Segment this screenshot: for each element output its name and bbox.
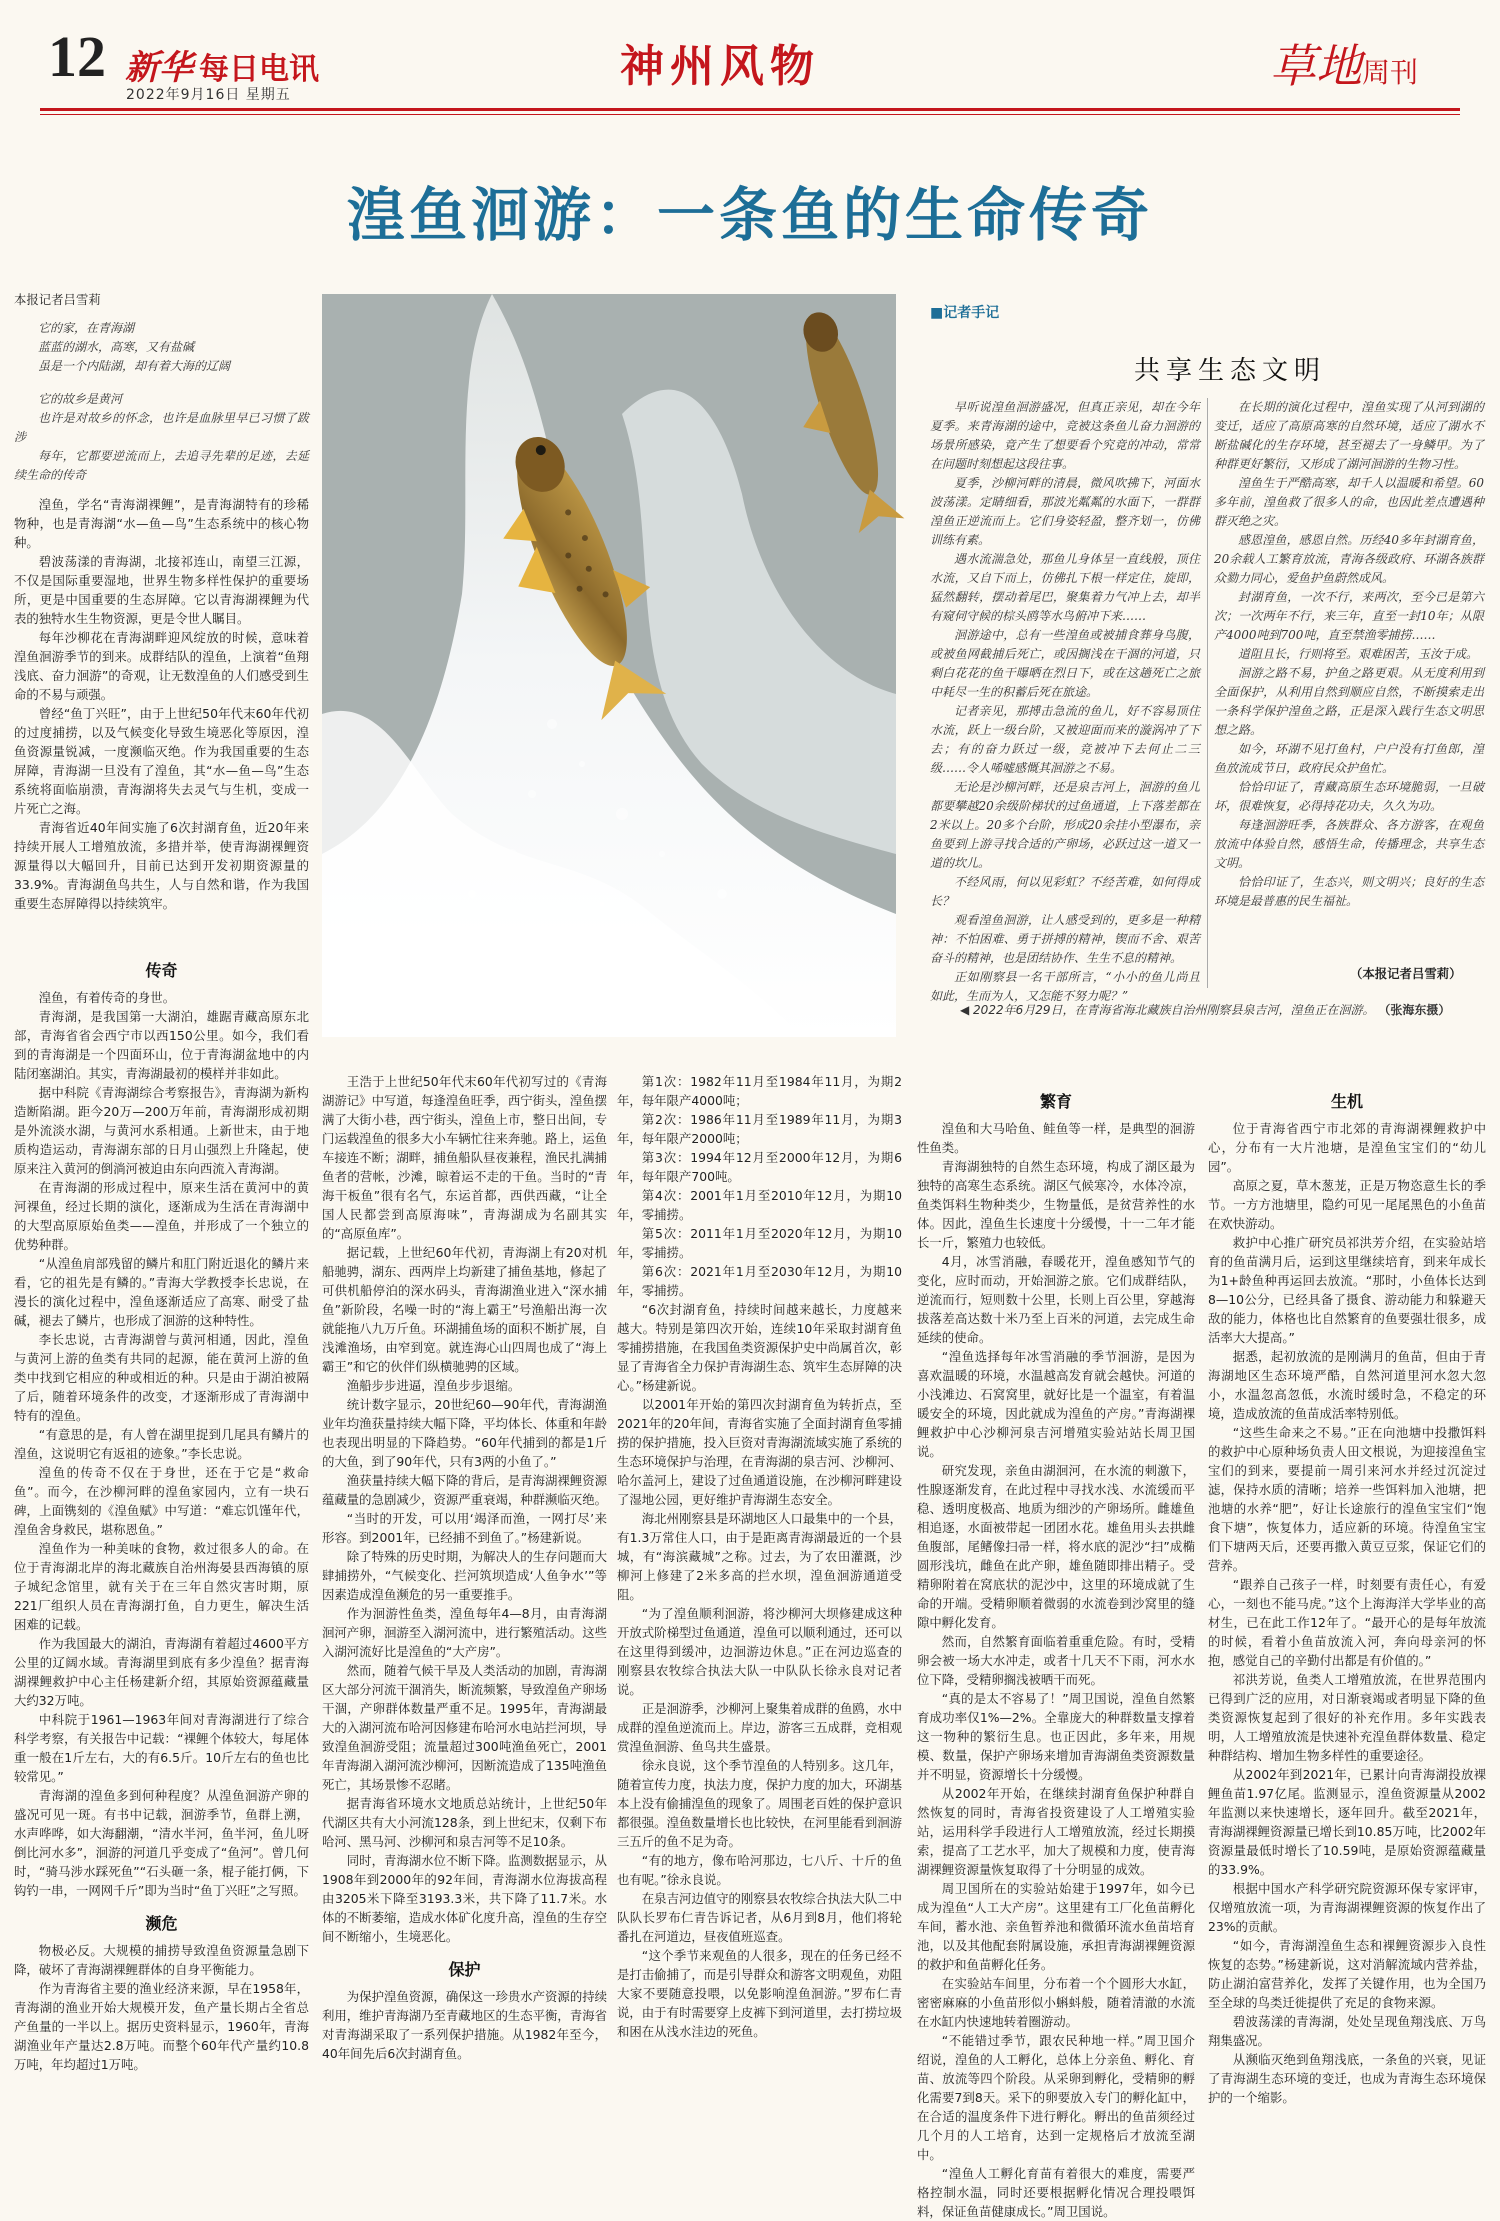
photo-credit: （张海东摄）: [1378, 1003, 1451, 1017]
paragraph: 研究发现，亲鱼由湖洄河，在水流的刺激下，性腺逐渐发育，在此过程中寻找水浅、水流缓而平稳、透明度极高、地质为细沙的产卵场所。雌雄鱼相追逐，水面被带起一团团水花。雄鱼用头去拱雌鱼腹部，尾鳍像扫帚一样，将水底的泥沙“扫”成椭圆形浅坑，雌鱼在此产卵，雄鱼随即排出精子。受精卵附着在窝底状的泥沙中，这里的环境成就了生命的开端。受精卵顺着微弱的水流卷到沙窝里的缝隙中孵化发育。: [917, 1463, 1195, 1630]
brand-sub: 每日电讯: [199, 52, 319, 87]
poem-line: 每年，它都要逆流而上，去追寻先辈的足迹，去延续生命的传奇: [14, 449, 309, 482]
paragraph: 青海湖独特的自然生态环境，构成了湖区最为独特的高寒生态系统。湖区气候寒冷，水体冷凉，鱼类饵料生物种类少，生物量低，是贫营养性的水体。因此，湟鱼生长速度十分缓慢，十一二年才能长一斤，繁殖力也较低。: [917, 1159, 1195, 1250]
caption-text: 2022年6月29日，在青海省海北藏族自治州刚察县泉吉河，湟鱼正在洄游。: [973, 1003, 1375, 1017]
photo-illustration: [322, 294, 896, 1037]
paragraph: 夏季，沙柳河畔的清晨，微风吹拂下，河面水波荡漾。定睛细看，那波光粼粼的水面下，一群群湟鱼正逆流而上。它们身姿轻盈，整齐划一，仿佛训练有素。: [930, 476, 1200, 547]
paragraph: 第5次：2011年1月至2020年12月，为期10年，零捕捞。: [617, 1226, 902, 1260]
paragraph: 湟鱼作为一种美味的食物，救过很多人的命。在位于青海湖北岸的海北藏族自治州海晏县西海镇的原子城纪念馆里，就有关于在三年自然灾害时期，原221厂组织人员在青海湖打鱼，自力更生，解决生活困难的记载。: [14, 1541, 309, 1632]
column-protection: [617, 1072, 902, 2162]
section-heading: 保护: [448, 1960, 481, 1979]
paragraph: 恰恰印证了，生态兴，则文明兴；良好的生态环境是最普惠的民生福祉。: [1214, 875, 1484, 908]
paragraph: “这些生命来之不易。”正在向池塘中投撒饵料的救护中心原种场负责人田文根说，为迎接湟鱼宝宝们的到来，要提前一周引来河水并经过沉淀过滤，保持水质的清晰；培养一些饵料加入池塘，把池塘的水养“肥”，好让长途旅行的湟鱼宝宝们“饱食下塘”，恢复体力，适应新的环境。待湟鱼宝宝们下塘两天后，还要再撒入黄豆豆浆，保证它们的营养。: [1208, 1425, 1486, 1573]
notes-column-right: [1214, 398, 1484, 958]
paragraph: 在泉吉河边值守的刚察县农牧综合执法大队二中队队长罗布仁青告诉记者，从6月到8月，他们将轮番扎在河道边，昼夜值班巡查。: [617, 1891, 902, 1944]
salmon-photo: [322, 294, 896, 1037]
paragraph: 从濒临灭绝到鱼翔浅底，一条鱼的兴衰，见证了青海湖生态环境的变迁，也成为青海生态环境保护的一个缩影。: [1208, 2052, 1486, 2105]
poem-line: 也许是对故乡的怀念，也许是血脉里早已习惯了跋涉: [14, 411, 309, 444]
paragraph: “有意思的是，有人曾在湖里捉到几尾具有鳞片的湟鱼，这说明它有返祖的迹象。”李长忠说。: [14, 1427, 309, 1461]
paragraph: “有的地方，像布哈河那边，七八斤、十斤的鱼也有呢。”徐永良说。: [617, 1853, 902, 1887]
paragraph: 第6次：2021年1月至2030年12月，为期10年，零捕捞。: [617, 1264, 902, 1298]
paragraph: 位于青海省西宁市北郊的青海湖裸鲤救护中心，分布有一大片池塘，是湟鱼宝宝们的“幼儿园”。: [1208, 1121, 1486, 1174]
paragraph: 作为我国最大的湖泊，青海湖有着超过4600平方公里的辽阔水域。青海湖里到底有多少湟鱼？据青海湖裸鲤救护中心主任杨建新介绍，其原始资源蕴藏量大约32万吨。: [14, 1636, 309, 1708]
photo-caption: ◀ 2022年6月29日，在青海省海北藏族自治州刚察县泉吉河，湟鱼正在洄游。 （张海东摄）: [960, 1003, 1451, 1017]
paragraph: 每年沙柳花在青海湖畔迎风绽放的时候，意味着湟鱼洄游季节的到来。成群结队的湟鱼，上演着“鱼翔浅底、奋力洄游”的奇观，让无数湟鱼的人们感受到生命的不易与顽强。: [14, 630, 309, 702]
paragraph: 在实验站车间里，分布着一个个圆形大水缸，密密麻麻的小鱼苗形似小蝌蚪般，随着清澈的水流在水缸内快速地转着圈游动。: [917, 1976, 1195, 2029]
paragraph: “如今，青海湖湟鱼生态和裸鲤资源步入良性恢复的态势。”杨建新说，这对消解流域内营养盐，防止湖泊富营养化，发挥了关键作用，也为全国乃至全球的鸟类迁徙提供了充足的食物来源。: [1208, 1938, 1486, 2010]
paragraph: 据记载，上世纪60年代初，青海湖上有20对机船驰骋，湖东、西两岸上均新建了捕鱼基地，修起了可供机船停泊的深水码头，青海湖渔业进入“深水捕鱼”新阶段，名噪一时的“海上霸王”号渔船出海一次就能拖八九万斤鱼。环湖捕鱼场的面积不断扩展，自浅滩渔场，由窄到宽。就连海心山四周也成了“海上霸王”和它的伙伴们纵横驰骋的区域。: [322, 1245, 607, 1374]
paragraph: “湟鱼选择每年冰雪消融的季节洄游，是因为喜欢温暖的环境，水温越高发育就会越快。河道的小浅滩边、石窝窝里，就好比是一个温室，有着温暖安全的环境，因此就成为湟鱼的产房。”青海湖裸鲤救护中心沙柳河泉吉河增殖实验站站长周卫国说。: [917, 1349, 1195, 1459]
section-title: 神州风物: [620, 41, 820, 92]
paragraph: 据悉，起初放流的是刚满月的鱼苗，但由于青海湖地区生态环境严酷，自然河道里河水忽大忽小，水温忽高忽低，水流时缓时急，不稳定的环境，造成放流的鱼苗成活率特别低。: [1208, 1349, 1486, 1421]
paragraph: 高原之夏，草木葱茏，正是万物恣意生长的季节。一方方池塘里，隐约可见一尾尾黑色的小鱼苗在欢快游动。: [1208, 1178, 1486, 1231]
paragraph: 为保护湟鱼资源，确保这一珍贵水产资源的持续利用，维护青海湖乃至青藏地区的生态平衡，青海省对青海湖采取了一系列保护措施。从1982年至今，40年间先后6次封湖育鱼。: [322, 1989, 607, 2061]
paragraph: “湟鱼人工孵化育苗有着很大的难度，需要严格控制水温，同时还要根据孵化情况合理投喂饵料，保证鱼苗健康成长。”周卫国说。: [917, 2166, 1195, 2219]
paragraph: 湟鱼，有着传奇的身世。: [38, 990, 176, 1005]
paragraph: 记者亲见，那搏击急流的鱼儿，好不容易顶住水流，跃上一级台阶，又被迎面而来的漩涡冲了下去；有的奋力跃过一级，竞被冲下去何止二三级……令人唏嘘感慨其洄游之不易。: [930, 704, 1200, 775]
paragraph: 道阻且长，行则将至。艰难困苦，玉汝于成。: [1238, 647, 1479, 661]
paragraph: 封湖育鱼，一次不行，来两次，至今已是第六次；一次两年不行，来三年，直至一封10年；从限产4000吨到700吨，直至禁渔零捕捞……: [1214, 590, 1484, 642]
paragraph: 徐永良说，这个季节湟鱼的人特别多。这几年，随着宣传力度，执法力度，保护力度的加大，环湖基本上没有偷捕湟鱼的现象了。周围老百姓的保护意识都很强。湟鱼数量增长也比较快，在河里能看到洄游三五斤的鱼不足为奇。: [617, 1758, 902, 1849]
paragraph: 中科院于1961—1963年间对青海湖进行了综合科学考察，有关报告中记载：“裸鲤个体较大，每尾体重一般在1斤左右，大的有6.5斤。10斤左右的鱼也比较常见。”: [14, 1712, 309, 1784]
section-heading: 繁育: [1039, 1092, 1072, 1111]
paragraph: 据青海省环境水文地质总站统计，上世纪50年代湖区共有大小河流128条，到上世纪末，仅剩下布哈河、黑马河、沙柳河和泉吉河等不足10条。: [322, 1796, 607, 1849]
paragraph: 统计数字显示，20世纪60—90年代，青海湖渔业年均渔获量持续大幅下降，平均体长、体重和年龄也表现出明显的下降趋势。“60年代捕到的都是1斤的大鱼，到了90年代，只有3两的小鱼了。”: [322, 1397, 607, 1469]
weekly-logo: [1270, 30, 1418, 96]
paragraph: 渔获量持续大幅下降的背后，是青海湖裸鲤资源蕴藏量的急剧减少，资源严重衰竭，种群濒临灭绝。: [322, 1473, 607, 1507]
paragraph: 碧波荡漾的青海湖，北接祁连山，南望三江源，不仅是国际重要湿地，世界生物多样性保护的重要场所，更是中国重要的生态屏障。它以青海湖裸鲤为代表的独特水生生物资源，更是令世人瞩目。: [14, 554, 309, 626]
paragraph: 作为青海省主要的渔业经济来源，早在1958年，青海湖的渔业开始大规模开发，鱼产量长期占全省总产鱼量的一半以上。据历史资料显示，1960年，青海湖渔业年产量达2.8万吨。而整个60年代产量约10.8万吨，年均超过1万吨。: [14, 1981, 309, 2072]
paragraph: 从2002年到2021年，已累计向青海湖投放裸鲤鱼苗1.97亿尾。监测显示，湟鱼资源量从2002年监测以来快速增长，逐年回升。截至2021年，青海湖裸鲤资源量已增长到10.85万吨，比2002年资源量最低时增长了10.59吨，是原始资源蕴藏量的33.9%。: [1208, 1767, 1486, 1877]
paragraph: 洄游之路不易，护鱼之路更艰。从无度利用到全面保护，从利用自然到顺应自然，不断摸索走出一条科学保护湟鱼之路，正是深入践行生态文明思想之路。: [1214, 666, 1484, 737]
notes-title: 共享生态文明: [1133, 356, 1326, 386]
paragraph: 4月，冰雪消融，春暖花开，湟鱼感知节气的变化，应时而动，开始洄游之旅。它们成群结队，逆流而行，短则数十公里，长则上百公里，穿越海拔落差高达数十米乃至上百米的河道，去完成生命延续的使命。: [917, 1254, 1195, 1345]
notes-tag: ■记者手记: [930, 305, 1000, 321]
paragraph: 碧波荡漾的青海湖，处处呈现鱼翔浅底、万鸟翔集盛况。: [1208, 2014, 1486, 2048]
paragraph: 祁洪芳说，鱼类人工增殖放流，在世界范围内已得到广泛的应用，对日渐衰竭或者明显下降的鱼类资源恢复起到了很好的补充作用。多年实践表明，人工增殖放流是快速补充湟鱼群体数量、稳定种群结构、增加生物多样性的重要途径。: [1208, 1672, 1486, 1763]
weekly-title: 草地: [1270, 39, 1362, 93]
paragraph: 以2001年开始的第四次封湖育鱼为转折点，至2021年的20年间，青海省实施了全面封湖育鱼零捕捞的保护措施，投入巨资对青海湖流域实施了系统的生态环境保护与治理，在青海湖的泉吉河、沙柳河、哈尔盖河上，建设了过鱼通道设施，在沙柳河畔建设了湿地公园，更好维护青海湖生态安全。: [617, 1397, 902, 1507]
paragraph: 第4次：2001年1月至2010年12月，为期10年，零捕捞。: [617, 1188, 902, 1222]
poem-line: 它的故乡是黄河: [38, 392, 123, 406]
paragraph: 每逢洄游旺季，各族群众、各方游客，在观鱼放流中体验自然，感悟生命，传播理念，共享生态文明。: [1214, 818, 1484, 870]
newspaper-brand: [125, 40, 319, 89]
paragraph: 第3次：1994年12月至2000年12月，为期6年，每年限产700吨。: [617, 1150, 902, 1184]
paragraph: 遇水流湍急处，那鱼儿身体呈一直线般，顶住水流，又自下而上，仿佛扎下根一样定住，旋即，猛然翻转，摆动着尾巴，聚集着力气冲上去，却半有窥伺守候的棕头鸥等水鸟俯冲下来……: [930, 552, 1200, 623]
section-heading: 濒危: [145, 1914, 178, 1933]
paragraph: 海北州刚察县是环湖地区人口最集中的一个县，有1.3万常住人口，由于是距离青海湖最近的一个县城，有“海滨藏城”之称。过去，为了农田灌溉，沙柳河上修建了2米多高的拦水坝，湟鱼洄游通道受阻。: [617, 1511, 902, 1602]
section-heading: 传奇: [145, 961, 178, 980]
paragraph: 正是洄游季，沙柳河上聚集着成群的鱼鸥，水中成群的湟鱼逆流而上。岸边，游客三五成群，竞相观赏湟鱼洄游、鱼鸟共生盛景。: [617, 1701, 902, 1754]
header-rule: [40, 108, 1460, 111]
issue-date: 2022年9月16日 星期五: [126, 87, 291, 103]
paragraph: 渔船步步进逼，湟鱼步步退缩。: [346, 1378, 521, 1393]
paragraph: 同时，青海湖水位不断下降。监测数据显示，从1908年到2000年的92年间，青海湖水位海拔高程由3205米下降至3193.3米，共下降了11.7米。水体的不断萎缩，造成水体矿化度升高，湟鱼的生存空间不断缩小，生境恶化。: [322, 1853, 607, 1944]
notes-signature: （本报记者吕雪莉）: [1350, 966, 1462, 981]
paragraph: 洄游途中，总有一些湟鱼或被捕食葬身鸟腹，或被鱼网截捕后死亡，或因搁浅在干涸的河道，只剩白花花的鱼干曝晒在烈日下，或在这趟死亡之旅中耗尽一生的积蓄后死在旅途。: [930, 628, 1200, 699]
weekly-sub: 周刊: [1362, 56, 1419, 89]
paragraph: 除了特殊的历史时期，为解决人的生存问题而大肆捕捞外，“气候变化、拦河筑坝造成‘人鱼争水’”等因素造成湟鱼濒危的另一重要推手。: [322, 1549, 607, 1602]
poem-line: 虽是一个内陆湖，却有着大海的辽阔: [38, 359, 231, 373]
paragraph: 第2次：1986年11月至1989年11月，为期3年，每年限产2000吨；: [617, 1112, 902, 1146]
column-breeding: [917, 1092, 1195, 2219]
byline: 本报记者吕雪莉: [14, 292, 101, 307]
paragraph: 湟鱼和大马哈鱼、鲑鱼等一样，是典型的洄游性鱼类。: [917, 1121, 1195, 1155]
paragraph: 然而，自然繁育面临着重重危险。有时，受精卵会被一场大水冲走，或者十几天不下雨，河水水位下降，受精卵搁浅被晒干而死。: [917, 1634, 1195, 1687]
paragraph: 曾经“鱼丁兴旺”，由于上世纪50年代末60年代初的过度捕捞，以及气候变化导致生境恶化等原因，湟鱼资源量锐减，一度濒临灭绝。作为我国重要的生态屏障，青海湖一旦没有了湟鱼，其“水—鱼—鸟”生态系统将面临崩溃，青海湖将失去灵气与生机，变成一片死亡之海。: [14, 706, 309, 816]
paragraph: 作为洄游性鱼类，湟鱼每年4—8月，由青海湖洄河产卵，洄游至入湖河流中，进行繁殖活动。这些入湖河流好比是湟鱼的“大产房”。: [322, 1606, 607, 1659]
paragraph: “6次封湖育鱼，持续时间越来越长，力度越来越大。特别是第四次开始，连续10年采取封湖育鱼零捕捞措施，在我国鱼类资源保护史中尚属首次，彰显了青海省全力保护青海湖生态、筑牢生态屏障的决心。”杨建新说。: [617, 1302, 902, 1393]
paragraph: 湟鱼的传奇不仅在于身世，还在于它是“救命鱼”。而今，在沙柳河畔的湟鱼家园内，立有一块石碑，上面镌刻的《湟鱼赋》中写道：“难忘饥馑年代，湟鱼舍身救民，堪称恩鱼。”: [14, 1465, 309, 1537]
paragraph: 然而，随着气候干旱及人类活动的加剧，青海湖区大部分河流干涸消失，断流频繁，导致湟鱼产卵场干涸，产卵群体数量严重不足。1995年，青海湖最大的入湖河流布哈河因修建布哈河水电站拦河坝，导致湟鱼洄游受阻；流量超过300吨渔鱼死亡，2001年青海湖入湖河流沙柳河，因断流造成了135吨渔鱼死亡，其场景惨不忍睹。: [322, 1663, 607, 1792]
paragraph: 感恩湟鱼，感恩自然。历经40多年封湖育鱼，20余载人工繁育放流，青海各级政府、环湖各族群众勠力同心，爱鱼护鱼蔚然成风。: [1214, 533, 1484, 585]
column-vitality: [1208, 1092, 1486, 2162]
paragraph: 据中科院《青海湖综合考察报告》，青海湖为新构造断陷湖。距今20万—200万年前，青海湖形成初期是外流淡水湖，与黄河水系相通。上新世末，由于地质构造运动，青海湖东部的日月山强烈上升隆起，使原来注入黄河的倒淌河被迫由东向西流入青海湖。: [14, 1085, 309, 1176]
paragraph: “当时的开发，可以用‘竭泽而渔，一网打尽’来形容。到2001年，已经捕不到鱼了。”杨建新说。: [322, 1511, 607, 1545]
paragraph: 周卫国所在的实验站始建于1997年，如今已成为湟鱼“人工大产房”。这里建有工厂化鱼苗孵化车间，蓄水池、亲鱼暂养池和微循环流水鱼苗培育池，以及其他配套附属设施，承担青海湖裸鲤资源的救护和鱼苗孵化任务。: [917, 1881, 1195, 1972]
paragraph: 救护中心推广研究员祁洪芳介绍，在实验站培育的鱼苗满月后，运到这里继续培育，到来年成长为1+龄鱼种再运回去放流。“那时，小鱼体长达到8—10公分，已经具备了摄食、游动能力和躲避天敌的能力，体格也比自然繁育的鱼要强壮很多，成活率大大提高。”: [1208, 1235, 1486, 1345]
header-rule-thin: [40, 114, 1460, 115]
paragraph: 早听说湟鱼洄游盛况，但真正亲见，却在今年夏季。来青海湖的途中，竞被这条鱼儿奋力洄游的场景所感染，竟产生了想要看个究竟的冲动，常常在问题时刻想起这段往事。: [930, 400, 1200, 471]
paragraph: “这个季节来观鱼的人很多，现在的任务已经不是打击偷捕了，而是引导群众和游客文明观鱼，劝阻大家不要随意投喂，以免影响湟鱼洄游。”罗布仁青说，由于有时需要穿上皮裤下到河道里，去打捞垃圾和困在从浅水洼边的死鱼。: [617, 1948, 902, 2039]
section-heading: 生机: [1330, 1092, 1363, 1111]
paragraph: “真的是太不容易了！”周卫国说，湟鱼自然繁育成功率仅1%—2%。全靠庞大的种群数量支撑着这一物种的繁衍生息。也正因此，多年来，用规模、数量，保护产卵场来增加青海湖鱼类资源数量并不明显，资源增长十分缓慢。: [917, 1691, 1195, 1782]
paragraph: 青海湖，是我国第一大湖泊，雄踞青藏高原东北部，青海省省会西宁市以西150公里。如今，我们看到的青海湖是一个四面环山，位于青海湖盆地中的内陆闭塞湖泊。其实，青海湖最初的模样并非如此。: [14, 1009, 309, 1081]
paragraph: 从2002年开始，在继续封湖育鱼保护种群自然恢复的同时，青海省投资建设了人工增殖实验站，运用科学手段进行人工增殖放流，经过长期摸索，提高了工艺水平，加大了规模和力度，使青海湖裸鲤资源量恢复取得了十分明显的成效。: [917, 1786, 1195, 1877]
paragraph: 正如刚察县一名干部所言，“小小的鱼儿尚且如此，生而为人，又怎能不努力呢？”: [930, 970, 1200, 1003]
paragraph: 不经风雨，何以见彩虹？不经苦难，如何得成长？: [930, 875, 1200, 908]
poem-line: 蓝蓝的湖水，高寒，又有盐碱: [38, 340, 195, 354]
paragraph: 湟鱼，学名“青海湖裸鲤”，是青海湖特有的珍稀物种，也是青海湖“水—鱼—鸟”生态系统中的核心物种。: [14, 497, 309, 550]
article-headline: 湟鱼洄游：一条鱼的生命传奇: [346, 181, 1153, 249]
paragraph: 第1次：1982年11月至1984年11月，为期2年，每年限产4000吨；: [617, 1074, 902, 1108]
paragraph: 物极必反。大规模的捕捞导致湟鱼资源量急剧下降，破坏了青海湖裸鲤群体的自身平衡能力。: [14, 1943, 309, 1977]
paragraph: “从湟鱼肩部残留的鳞片和肛门附近退化的鳞片来看，它的祖先是有鳞的。”青海大学教授李长忠说，在漫长的演化过程中，湟鱼逐渐适应了高寒、耐受了盐碱，褪去了鳞片，也形成了洄游的这种特性。: [14, 1256, 309, 1328]
paragraph: “不能错过季节，跟农民种地一样。”周卫国介绍说，湟鱼的人工孵化，总体上分亲鱼、孵化、育苗、放流等四个阶段。从采卵到孵化，受精卵的孵化需要7到8天。采下的卵要放入专门的孵化缸中，在合适的温度条件下进行孵化。孵出的鱼苗须经过几个月的人工培育，达到一定规格后才放流至湖中。: [917, 2033, 1195, 2162]
paragraph: 青海省近40年间实施了6次封湖育鱼，近20年来持续开展人工增殖放流，多措并举，使青海湖裸鲤资源量得以大幅回升，目前已达到开发初期资源量的33.9%。青海湖鱼鸟共生，人与自然和谐，作为我国重要生态屏障得以持续筑牢。: [14, 820, 309, 911]
column-legend: [14, 955, 309, 2160]
intro-column: [14, 290, 309, 913]
poem-line: 它的家，在青海湖: [38, 321, 135, 335]
paragraph: 青海湖的湟鱼多到何种程度？从湟鱼洄游产卵的盛况可见一斑。有书中记载，洄游季节，鱼群上溯，水声哗哗，如大海翻潮，“清水半河，鱼半河，鱼儿呀倒比河水多”，洄游的河道几乎变成了“鱼河”。曾几何时，“骑马涉水踩死鱼”“石头砸一条，棍子能打俩，下钩钓一串，一网网千斤”即为当时“鱼丁兴旺”之写照。: [14, 1788, 309, 1898]
paragraph: 王浩于上世纪50年代末60年代初写过的《青海湖游记》中写道，每逢湟鱼旺季，西宁街头，湟鱼摆满了大街小巷，西宁街头，湟鱼上市，整日出间，专门运载湟鱼的很多大小车辆忙往来奔驰。路上，运鱼车接连不断；湖畔，捕鱼船队昼夜兼程，渔民扎满捕鱼者的营帐，沙滩，晾着运不走的干鱼。当时的“青海干板鱼”很有名气，东运首都，西供西藏，“让全国人民都尝到高原海味”，青海湖成为名副其实的“高原鱼库”。: [322, 1074, 607, 1241]
paragraph: 根据中国水产科学研究院资源环保专家评审，仅增殖放流一项，为青海湖裸鲤资源的恢复作出了23%的贡献。: [1208, 1881, 1486, 1934]
notes-divider: [1207, 398, 1208, 988]
notes-column-left: [930, 398, 1200, 1003]
page-number: 12: [48, 24, 106, 89]
paragraph: 如今，环湖不见打鱼村，户户没有打鱼郎，湟鱼放流成节日，政府民众护鱼忙。: [1214, 742, 1484, 775]
paragraph: 观看湟鱼洄游，让人感受到的，更多是一种精神：不怕困难、勇于拼搏的精神，锲而不舍、艰苦奋斗的精神，也是团结协作、生生不息的精神。: [930, 913, 1200, 965]
paragraph: 湟鱼生于严酷高寒，却千人以温暖和希望。60多年前，湟鱼救了很多人的命，也因此差点遭遇种群灭绝之灾。: [1214, 476, 1484, 528]
paragraph: 无论是沙柳河畔，还是泉吉河上，洄游的鱼儿都要攀越20余级阶梯状的过鱼通道，上下落差都在2米以上。20多个台阶，形成20余挂小型瀑布，亲鱼要到上游寻找合适的产卵场，必跃过这一道又一道的坎儿。: [930, 780, 1200, 870]
paragraph: “为了湟鱼顺利洄游，将沙柳河大坝修建成这种开放式阶梯型过鱼通道，湟鱼可以顺利通过，还可以在这里得到缓冲，边洄游边休息。”正在河边巡查的刚察县农牧综合执法大队一中队队长徐永良对记者说。: [617, 1606, 902, 1697]
brand-main: 新华: [125, 48, 193, 88]
paragraph: 恰恰印证了，青藏高原生态环境脆弱，一旦破坏，很难恢复，必得持花功夫，久久为功。: [1214, 780, 1484, 813]
paragraph: 李长忠说，古青海湖曾与黄河相通，因此，湟鱼与黄河上游的鱼类有共同的起源，能在黄河上游的鱼类中找到它相应的种或相近的种。只是由于湖泊被隔了后，随着环境条件的改变，才逐渐形成了青海湖中特有的湟鱼。: [14, 1332, 309, 1423]
column-endangered: [322, 1072, 607, 2162]
paragraph: 在长期的演化过程中，湟鱼实现了从河到湖的变迁，适应了高原高寒的自然环境，适应了湖水不断盐碱化的生存环境，甚至褪去了一身鳞甲。为了种群更好繁衍，又形成了湖河洄游的生物习性。: [1214, 400, 1484, 471]
paragraph: 在青海湖的形成过程中，原来生活在黄河中的黄河裸鱼，经过长期的演化，逐渐成为生活在青海湖中的大型高原原始鱼类——湟鱼，并形成了一个独立的优势种群。: [14, 1180, 309, 1252]
paragraph: “跟养自己孩子一样，时刻要有责任心，有爱心，一刻也不能马虎。”这个上海海洋大学毕业的高材生，已在此工作12年了。“最开心的是每年放流的时候，看着小鱼苗放流入河，奔向母亲河的怀抱，感觉自己的辛勤付出都是有价值的。”: [1208, 1577, 1486, 1668]
intro-poem: [14, 319, 309, 485]
